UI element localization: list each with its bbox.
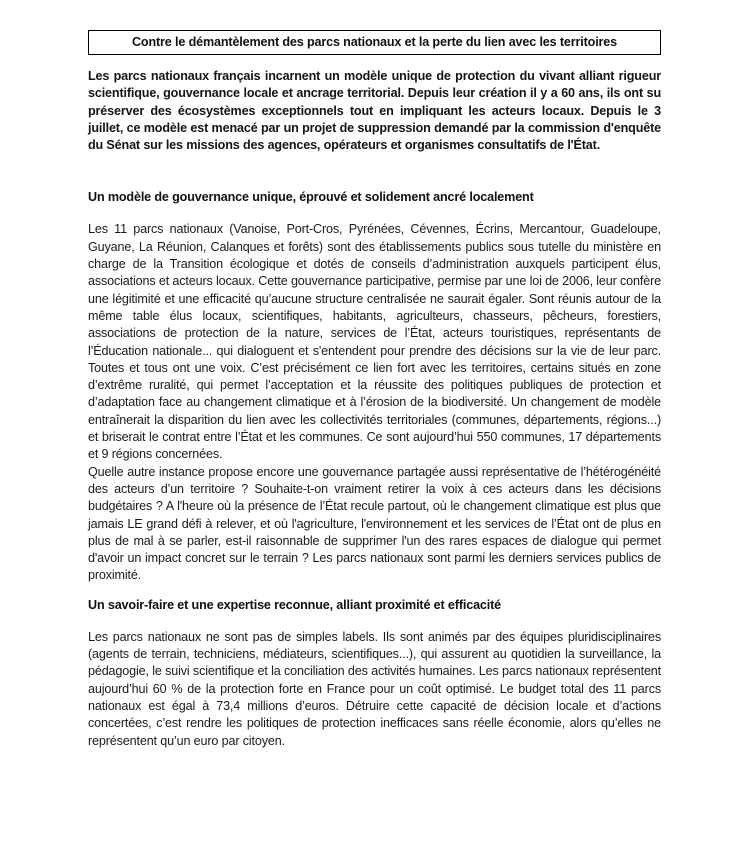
- paragraph-gouvernance-2: Quelle autre instance propose encore une gouvernance partagée aussi représentative de l’hétérogénéité des acteurs d’un territoire ? Souhaite-t-on vraiment retirer la voix à ces acteurs dans les décisions budgétaires ? A l'heure où la présence de l’État recule partout, où le changement climatique est plus que jamais LE grand défi à relever, et où l'agriculture, l'environnement et les services de l’État ont de plus en plus de mal à se parler, est-il raisonnable de supprimer l'un des rares espaces de dialogue qui permet d'avoir un impact concret sur le terrain ? Les parcs nationaux sont parmi les derniers services publics de proximité.: [88, 464, 661, 583]
- spacer: [88, 154, 661, 190]
- document-title-box: Contre le démantèlement des parcs nationaux et la perte du lien avec les territoires: [88, 30, 661, 55]
- paragraph-savoir-faire-1: Les parcs nationaux ne sont pas de simples labels. Ils sont animés par des équipes pluridisciplinaires (agents de terrain, techniciens, médiateurs, scientifiques...), qui assurent au quotidien la surveillance, la pédagogie, le suivi scientifique et la conciliation des activités humaines. Les parcs nationaux représentent aujourd’hui 60 % de la protection forte en France pour un coût optimisé. Le budget total des 11 parcs nationaux est égal à 73,4 millions d’euros. Détruire cette capacité de décision locale et d’actions concertées, c’est rendre les politiques de protection inefficaces sans réelle économie, alors qu’elles ne représentent qu’un euro par citoyen.: [88, 629, 661, 748]
- paragraph-gouvernance-1: Les 11 parcs nationaux (Vanoise, Port-Cros, Pyrénées, Cévennes, Écrins, Mercantour, Guadeloupe, Guyane, La Réunion, Calanques et forêts) sont des établissements publics sous tutelle du ministère en charge de la Transition écologique et dotés de conseils d’administration auxquels participent élus, associations et acteurs locaux. Cette gouvernance participative, permise par une loi de 2006, leur confère une légitimité et une efficacité qu’aucune structure centralisée ne saurait égaler. Sont réunis autour de la même table élus locaux, scientifiques, habitants, agriculteurs, chasseurs, pêcheurs, forestiers, associations de protection de la nature, services de l’État, acteurs touristiques, représentants de l’Éducation nationale... qui dialoguent et s'entendent pour prendre des décisions sur la vie de leur parc. Toutes et tous ont une voix. C’est précisément ce lien fort avec les territoires, certains situés en zone d’extrême ruralité, qui permet l’acceptation et la réussite des politiques publiques de protection et d’adaptation face au changement climatique et à l’érosion de la biodiversité. Un changement de modèle entraînerait la disparition du lien avec les collectivités territoriales (communes, départements, régions...) et briserait le contrat entre l’État et les communes. Ce sont aujourd’hui 550 communes, 17 départements et 9 régions concernées.: [88, 222, 661, 462]
- spacer: [88, 585, 661, 598]
- section-heading-gouvernance: Un modèle de gouvernance unique, éprouvé et solidement ancré localement: [88, 190, 534, 205]
- spacer: [88, 204, 661, 221]
- spacer: [88, 612, 661, 629]
- intro-paragraph: Les parcs nationaux français incarnent un modèle unique de protection du vivant alliant rigueur scientifique, gouvernance locale et ancrage territorial. Depuis leur création il y a 60 ans, ils ont su préserver des écosystèmes exceptionnels tout en impliquant les acteurs locaux. Depuis le 3 juillet, ce modèle est menacé par un projet de suppression demandé par la commission d'enquête du Sénat sur les missions des agences, opérateurs et organismes consultatifs de l'État.: [88, 69, 661, 153]
- section-heading-savoir-faire: Un savoir-faire et une expertise reconnue, alliant proximité et efficacité: [88, 597, 502, 612]
